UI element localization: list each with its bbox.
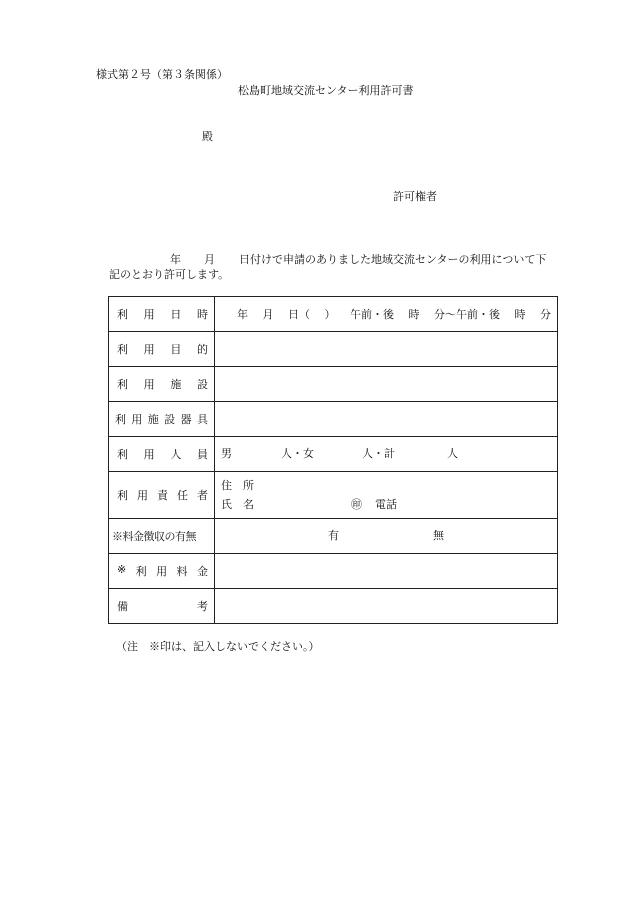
facility-equipment-field[interactable]	[215, 402, 558, 437]
row-label-usage-facility: 利 用 施 設	[109, 367, 215, 402]
total-label: 人・計	[362, 447, 395, 460]
row-label-usage-purpose: 利 用 目 的	[109, 332, 215, 367]
document-title: 松島町地域交流センター利用許可書	[238, 84, 414, 97]
usage-datetime-field[interactable]	[215, 297, 558, 332]
row-label-number-of-users: 利 用 人 員	[109, 437, 215, 472]
footnote: （注 ※印は、記入しないでください。）	[116, 640, 320, 653]
male-label: 男	[221, 447, 232, 460]
usage-purpose-field[interactable]	[215, 332, 558, 367]
table-row	[109, 519, 558, 554]
table-row	[109, 367, 558, 402]
usage-facility-field[interactable]	[215, 367, 558, 402]
table-row	[109, 554, 558, 589]
table-row	[109, 332, 558, 367]
table-row	[109, 472, 558, 519]
fee-no-option[interactable]: 無	[433, 529, 444, 542]
seal-mark: ㊞	[351, 498, 362, 511]
responsible-person-field[interactable]	[215, 472, 558, 519]
body-text-line-2: 記のとおり許可します。	[109, 268, 230, 281]
table-row	[109, 437, 558, 472]
row-label-fee-collection: ※料金徴収の有無	[109, 519, 215, 554]
datetime-labels: 年 月 日（ ） 午前・後 時 分〜午前・後 時 分	[237, 308, 551, 321]
date-year-label: 年	[170, 253, 181, 266]
row-label-responsible-person: 利 用 責 任 者	[109, 472, 215, 519]
number-of-users-field[interactable]	[215, 437, 558, 472]
female-label: 人・女	[281, 447, 314, 460]
table-row	[109, 297, 558, 332]
form-number: 様式第２号（第３条関係）	[96, 68, 228, 81]
people-unit-label: 人	[447, 447, 458, 460]
date-month-label: 月	[204, 253, 215, 266]
address-label: 住 所	[221, 479, 254, 492]
fee-collection-field[interactable]	[215, 519, 558, 554]
table-row	[109, 402, 558, 437]
row-label-remarks: 備 考	[109, 589, 215, 624]
permit-authority: 許可権者	[393, 190, 437, 203]
table-row	[109, 589, 558, 624]
row-label-usage-datetime: 利 用 日 時	[109, 297, 215, 332]
permit-form-table	[108, 296, 558, 624]
phone-label: 電話	[375, 498, 397, 511]
addressee-suffix: 殿	[202, 130, 213, 143]
body-text-line-1: 日付けで申請のありました地域交流センターの利用について下	[239, 253, 547, 266]
row-label-facility-equipment: 利 用 施 設 器 具	[109, 402, 215, 437]
fee-yes-option[interactable]: 有	[328, 529, 339, 542]
usage-fee-field[interactable]	[215, 554, 558, 589]
row-label-usage-fee: ※ 利 用 料 金	[109, 554, 215, 589]
remarks-field[interactable]	[215, 589, 558, 624]
name-label: 氏 名	[221, 498, 254, 511]
